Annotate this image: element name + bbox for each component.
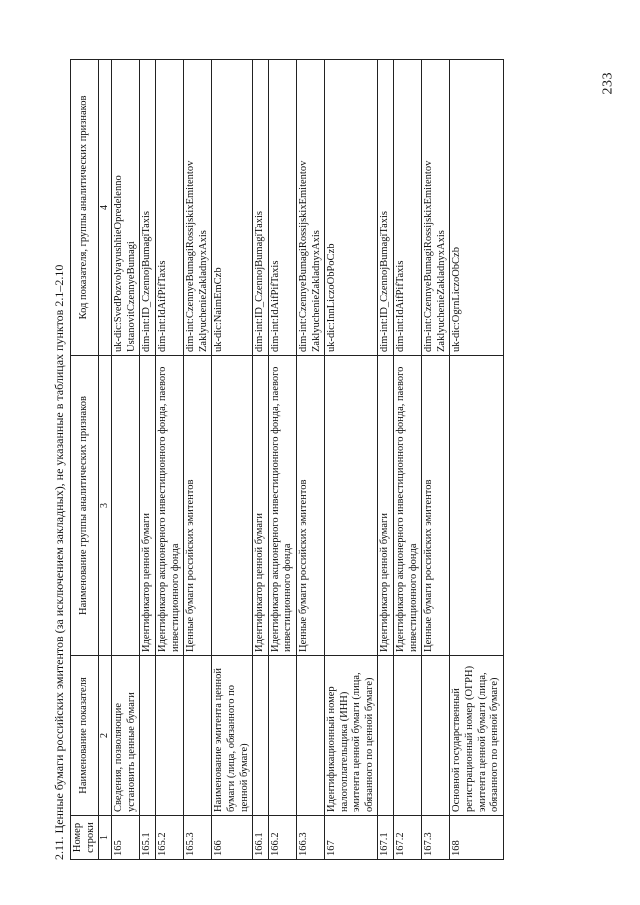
cell-code: uk-dic:InnLiczoObPoCzb bbox=[325, 60, 378, 356]
column-number: 2 bbox=[99, 656, 112, 816]
cell-indicator-name bbox=[422, 656, 450, 816]
cell-indicator-name bbox=[296, 656, 324, 816]
table-header-row bbox=[71, 60, 99, 860]
table-row bbox=[140, 60, 156, 860]
header-indicator-name: Наименование показателя bbox=[71, 656, 99, 816]
column-number: 4 bbox=[99, 60, 112, 356]
table-row bbox=[378, 60, 394, 860]
table-row bbox=[394, 60, 422, 860]
cell-group-name: Идентификатор ценной бумаги bbox=[253, 356, 269, 656]
header-group-name: Наименование группы аналитических признаков bbox=[71, 356, 99, 656]
column-number: 1 bbox=[99, 816, 112, 860]
table-row bbox=[253, 60, 269, 860]
table-row bbox=[112, 60, 140, 860]
cell-indicator-name bbox=[378, 656, 394, 816]
table-row bbox=[155, 60, 183, 860]
table-caption: 2.11. Ценные бумаги российских эмитентов (за исключением закладных), не указанные в таблицах пунктов 2.1–2.10 bbox=[52, 264, 66, 860]
cell-group-name bbox=[212, 356, 253, 656]
cell-group-name: Идентификатор акционерного инвестиционного фонда, паевого инвестиционного фонда bbox=[155, 356, 183, 656]
cell-row-number: 165.2 bbox=[155, 816, 183, 860]
cell-row-number: 165 bbox=[112, 816, 140, 860]
cell-indicator-name bbox=[140, 656, 156, 816]
table-row bbox=[212, 60, 253, 860]
cell-indicator-name: Наименование эмитента ценной бумаги (лица, обязанного по ценной бумаге) bbox=[212, 656, 253, 816]
header-row-number: Номер строки bbox=[71, 816, 99, 860]
cell-group-name bbox=[112, 356, 140, 656]
table-row bbox=[325, 60, 378, 860]
cell-row-number: 167.2 bbox=[394, 816, 422, 860]
cell-code: dim-int:CzennyeBumagiRossijskixEmitentov ZaklyuchenieZakladnyxAxis bbox=[296, 60, 324, 356]
cell-group-name: Идентификатор ценной бумаги bbox=[378, 356, 394, 656]
cell-row-number: 166.3 bbox=[296, 816, 324, 860]
rotated-page-content bbox=[52, 60, 504, 860]
cell-group-name: Ценные бумаги российских эмитентов bbox=[184, 356, 212, 656]
page-number: 233 bbox=[600, 72, 615, 95]
cell-row-number: 166 bbox=[212, 816, 253, 860]
cell-code: uk-dic:NaimEmCzb bbox=[212, 60, 253, 356]
column-number-row bbox=[99, 60, 112, 860]
cell-code: uk-dic:SvedPozvolyayushhieOpredelenno UstanovitCzennyeBumagi bbox=[112, 60, 140, 356]
header-code: Код показателя, группы аналитических признаков bbox=[71, 60, 99, 356]
cell-indicator-name bbox=[184, 656, 212, 816]
cell-row-number: 166.2 bbox=[268, 816, 296, 860]
table-row bbox=[296, 60, 324, 860]
cell-group-name: Ценные бумаги российских эмитентов bbox=[422, 356, 450, 656]
table-row bbox=[184, 60, 212, 860]
column-number: 3 bbox=[99, 356, 112, 656]
cell-code: dim-int:IdAifPifTaxis bbox=[155, 60, 183, 356]
cell-code: dim-int:ID_CzennojBumagiTaxis bbox=[378, 60, 394, 356]
cell-row-number: 167 bbox=[325, 816, 378, 860]
table-body bbox=[112, 60, 504, 860]
cell-indicator-name bbox=[155, 656, 183, 816]
cell-indicator-name: Сведения, позволяющие установить ценные бумаги bbox=[112, 656, 140, 816]
cell-code: dim-int:IdAifPifTaxis bbox=[268, 60, 296, 356]
cell-code: dim-int:ID_CzennojBumagiTaxis bbox=[253, 60, 269, 356]
cell-code: dim-int:IdAifPifTaxis bbox=[394, 60, 422, 356]
table-row bbox=[450, 60, 503, 860]
cell-row-number: 168 bbox=[450, 816, 503, 860]
cell-row-number: 166.1 bbox=[253, 816, 269, 860]
table-row bbox=[268, 60, 296, 860]
cell-group-name: Ценные бумаги российских эмитентов bbox=[296, 356, 324, 656]
indicators-table bbox=[70, 59, 504, 860]
cell-indicator-name bbox=[253, 656, 269, 816]
cell-code: uk-dic:OgrnLiczoObCzb bbox=[450, 60, 503, 356]
table-row bbox=[422, 60, 450, 860]
cell-group-name: Идентификатор ценной бумаги bbox=[140, 356, 156, 656]
cell-row-number: 165.3 bbox=[184, 816, 212, 860]
cell-code: dim-int:ID_CzennojBumagiTaxis bbox=[140, 60, 156, 356]
cell-row-number: 167.1 bbox=[378, 816, 394, 860]
cell-indicator-name: Основной государственный регистрационный номер (ОГРН) эмитента ценной бумаги (лица, обязанного по ценной бумаге) bbox=[450, 656, 503, 816]
cell-row-number: 165.1 bbox=[140, 816, 156, 860]
cell-code: dim-int:CzennyeBumagiRossijskixEmitentov ZaklyuchenieZakladnyxAxis bbox=[422, 60, 450, 356]
cell-indicator-name bbox=[268, 656, 296, 816]
cell-indicator-name: Идентификационный номер налогоплательщика (ИНН) эмитента ценной бумаги (лица, обязанного по ценной бумаге) bbox=[325, 656, 378, 816]
cell-group-name bbox=[325, 356, 378, 656]
cell-indicator-name bbox=[394, 656, 422, 816]
cell-code: dim-int:CzennyeBumagiRossijskixEmitentov ZaklyuchenieZakladnyxAxis bbox=[184, 60, 212, 356]
cell-group-name bbox=[450, 356, 503, 656]
cell-row-number: 167.3 bbox=[422, 816, 450, 860]
cell-group-name: Идентификатор акционерного инвестиционного фонда, паевого инвестиционного фонда bbox=[394, 356, 422, 656]
cell-group-name: Идентификатор акционерного инвестиционного фонда, паевого инвестиционного фонда bbox=[268, 356, 296, 656]
